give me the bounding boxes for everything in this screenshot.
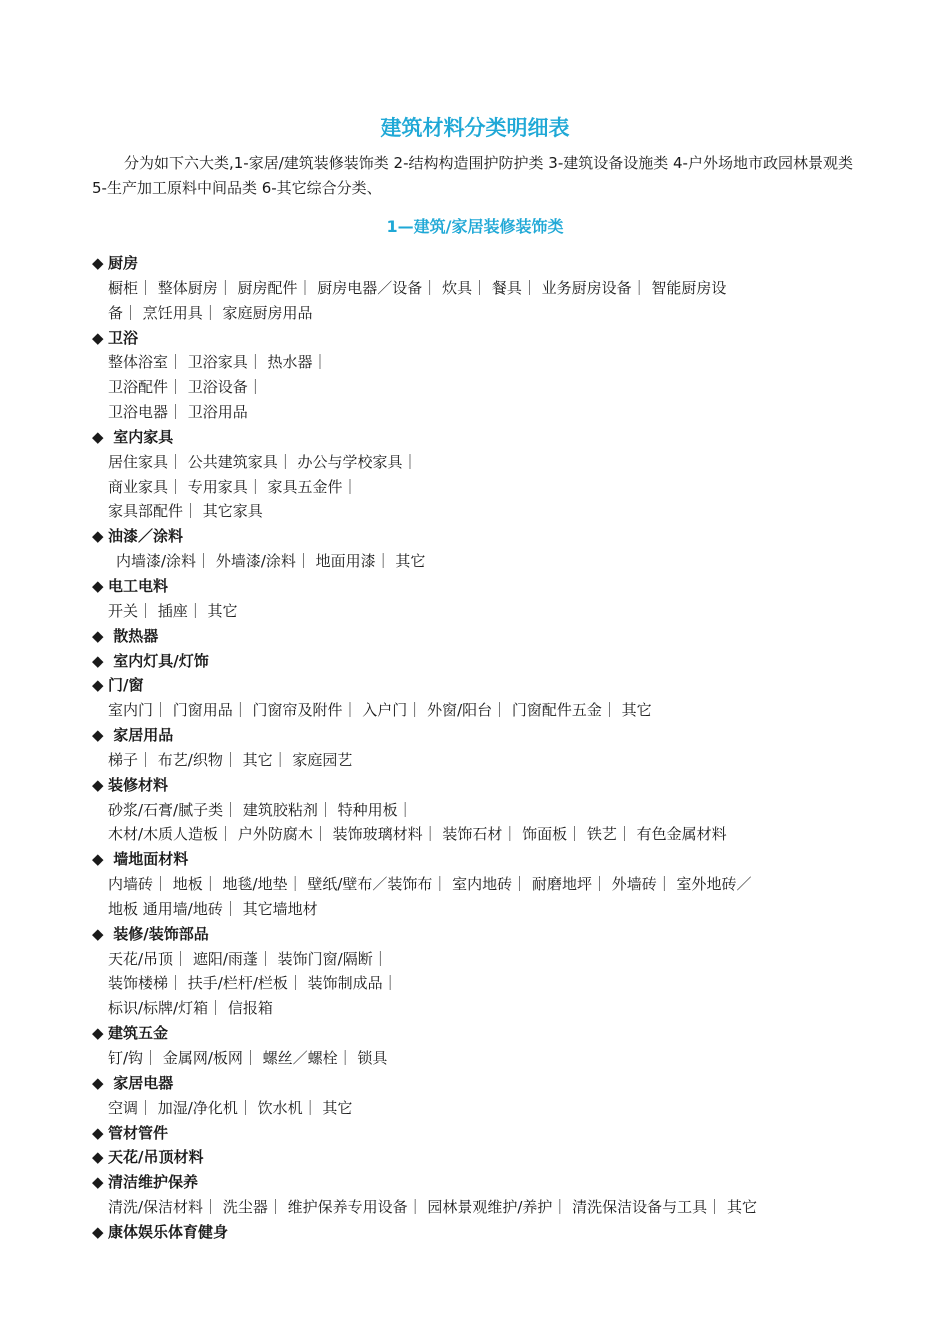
- category-heading: [92, 251, 862, 276]
- category-heading: [92, 1145, 862, 1170]
- subcategory-items: 木材/木质人造板｜ 户外防腐木｜ 装饰玻璃材料｜ 装饰石材｜ 饰面板｜ 铁艺｜ 有色金属材料: [108, 825, 727, 844]
- diamond-bullet-icon: ◆: [92, 850, 104, 869]
- subcategory-items: 橱柜｜ 整体厨房｜ 厨房配件｜ 厨房电器／设备｜ 炊具｜ 餐具｜ 业务厨房设备｜ 智能厨房设: [108, 278, 727, 297]
- category-heading: [92, 624, 862, 649]
- subcategory-items: 地板 通用墙/地砖｜ 其它墙地材: [108, 899, 318, 918]
- category-heading-text: 室内灯具/灯饰: [108, 651, 209, 670]
- diamond-bullet-icon: ◆: [92, 726, 104, 745]
- section-title: 1—建筑/家居装修装饰类: [386, 217, 564, 236]
- subcategory-items: 内墙漆/涂料｜ 外墙漆/涂料｜ 地面用漆｜ 其它: [116, 552, 426, 571]
- category-heading-text: 装修/装饰部品: [108, 924, 209, 943]
- category-heading-text: 家居电器: [108, 1073, 174, 1092]
- diamond-bullet-icon: ◆: [92, 775, 104, 794]
- category-heading: [92, 574, 862, 599]
- diamond-bullet-icon: ◆: [92, 427, 104, 446]
- subcategory-items: 商业家具｜ 专用家具｜ 家具五金件｜: [108, 477, 358, 496]
- category-heading-text: 电工电料: [108, 576, 169, 595]
- diamond-bullet-icon: ◆: [92, 651, 104, 670]
- category-heading: [92, 1170, 862, 1195]
- subcategory-items: 空调｜ 加湿/净化机｜ 饮水机｜ 其它: [108, 1098, 353, 1117]
- diamond-bullet-icon: ◆: [92, 1024, 104, 1043]
- diamond-bullet-icon: ◆: [92, 1123, 104, 1142]
- diamond-bullet-icon: ◆: [92, 1073, 104, 1092]
- subcategory-items: 室内门｜ 门窗用品｜ 门窗帘及附件｜ 入户门｜ 外窗/阳台｜ 门窗配件五金｜ 其它: [108, 701, 652, 720]
- subcategory-items: 整体浴室｜ 卫浴家具｜ 热水器｜: [108, 353, 328, 372]
- intro-paragraph: 分为如下六大类,1-家居/建筑装修装饰类 2-结构构造围护防护类 3-建筑设备设施类 4-户外场地市政园林景观类 5-生产加工原料中间品类 6-其它综合分类、: [92, 154, 853, 197]
- category-heading: [92, 1071, 862, 1096]
- category-heading-text: 室内家具: [108, 427, 174, 446]
- category-heading: [92, 1220, 862, 1245]
- subcategory-items: 清洗/保洁材料｜ 洗尘器｜ 维护保养专用设备｜ 园林景观维护/养护｜ 清洗保洁设备与工具｜ 其它: [108, 1198, 757, 1217]
- diamond-bullet-icon: ◆: [92, 1173, 104, 1192]
- subcategory-items: 开关｜ 插座｜ 其它: [108, 601, 238, 620]
- category-heading-text: 厨房: [108, 254, 139, 272]
- subcategory-items: 卫浴配件｜ 卫浴设备｜: [108, 378, 263, 397]
- category-heading: [92, 425, 862, 450]
- category-heading: [92, 524, 862, 549]
- diamond-bullet-icon: ◆: [92, 924, 104, 943]
- category-heading-text: 墙地面材料: [108, 850, 189, 869]
- category-heading: [92, 673, 862, 698]
- category-heading: [92, 1121, 862, 1146]
- subcategory-items: 装饰楼梯｜ 扶手/栏杆/栏板｜ 装饰制成品｜: [108, 974, 398, 993]
- subcategory-items: 卫浴电器｜ 卫浴用品: [108, 403, 248, 422]
- category-heading: [92, 649, 862, 674]
- diamond-bullet-icon: ◆: [92, 328, 104, 347]
- category-list: [92, 251, 862, 1245]
- subcategory-items: 备｜ 烹饪用具｜ 家庭厨房用品: [108, 303, 313, 322]
- subcategory-items: 梯子｜ 布艺/织物｜ 其它｜ 家庭园艺: [108, 750, 353, 769]
- category-heading-text: 散热器: [108, 626, 159, 645]
- category-heading-text: 天花/吊顶材料: [108, 1148, 204, 1167]
- category-heading: [92, 773, 862, 798]
- diamond-bullet-icon: ◆: [92, 1222, 104, 1241]
- subcategory-items: 天花/吊顶｜ 遮阳/雨蓬｜ 装饰门窗/隔断｜: [108, 949, 388, 968]
- subcategory-items: 砂浆/石膏/腻子类｜ 建筑胶粘剂｜ 特种用板｜: [108, 800, 413, 819]
- category-heading-text: 康体娱乐体育健身: [108, 1222, 229, 1241]
- category-heading-text: 建筑五金: [108, 1024, 169, 1043]
- category-heading: [92, 847, 862, 872]
- document-title: 建筑材料分类明细表: [380, 116, 570, 140]
- diamond-bullet-icon: ◆: [92, 254, 104, 272]
- subcategory-items: 钉/钩｜ 金属网/板网｜ 螺丝／螺栓｜ 锁具: [108, 1049, 388, 1067]
- diamond-bullet-icon: ◆: [92, 576, 104, 595]
- category-heading: [92, 922, 862, 947]
- category-heading-text: 家居用品: [108, 726, 174, 745]
- category-heading-text: 卫浴: [108, 328, 139, 347]
- diamond-bullet-icon: ◆: [92, 626, 104, 645]
- subcategory-items: 内墙砖｜ 地板｜ 地毯/地垫｜ 壁纸/壁布／装饰布｜ 室内地砖｜ 耐磨地坪｜ 外墙砖｜ 室外地砖／: [108, 875, 752, 894]
- category-heading: [92, 326, 862, 351]
- subcategory-items: 标识/标牌/灯箱｜ 信报箱: [108, 999, 273, 1018]
- category-heading-text: 装修材料: [108, 775, 169, 794]
- category-heading: [92, 723, 862, 748]
- diamond-bullet-icon: ◆: [92, 1148, 104, 1167]
- diamond-bullet-icon: ◆: [92, 676, 104, 695]
- category-heading-text: 清洁维护保养: [108, 1173, 199, 1192]
- category-heading-text: 管材管件: [108, 1123, 169, 1142]
- category-heading: [92, 1021, 862, 1046]
- subcategory-items: 居住家具｜ 公共建筑家具｜ 办公与学校家具｜: [108, 452, 418, 471]
- category-heading-text: 油漆／涂料: [108, 527, 184, 546]
- subcategory-items: 家具部配件｜ 其它家具: [108, 502, 263, 521]
- category-heading-text: 门/窗: [108, 676, 144, 695]
- diamond-bullet-icon: ◆: [92, 527, 104, 546]
